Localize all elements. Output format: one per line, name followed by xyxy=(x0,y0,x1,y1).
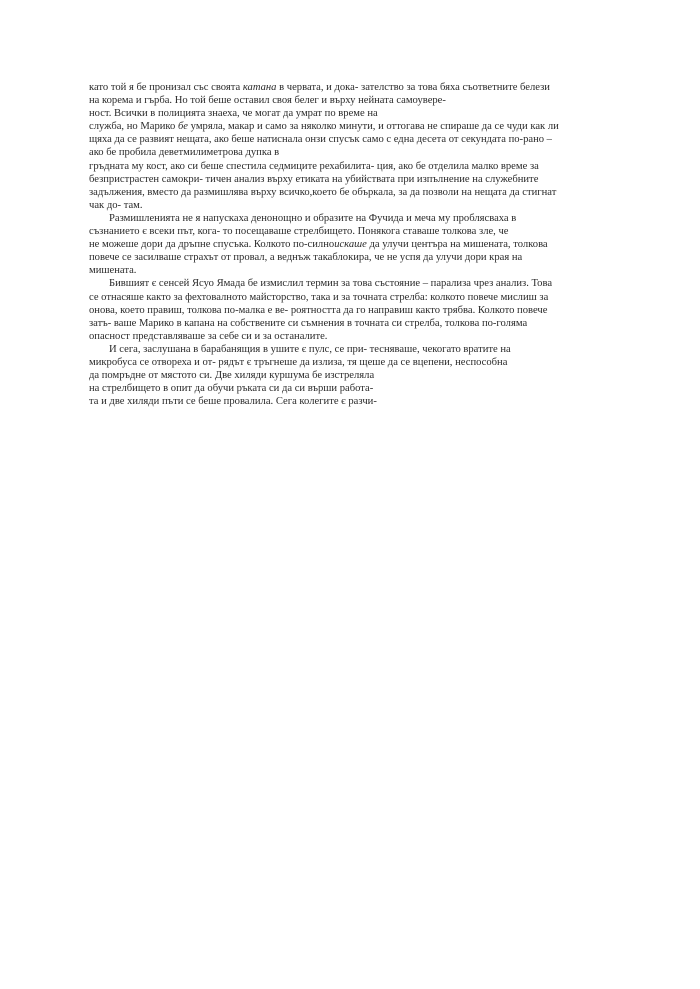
italic-text-segment: бе xyxy=(177,121,189,133)
text-line xyxy=(89,81,629,94)
text-segment: задължения, вместо да размишлява върху всичко,което бе объркала, за да позволи на нещата да стигнат xyxy=(89,186,557,198)
text-line xyxy=(89,238,629,251)
text-line xyxy=(89,160,629,173)
text-segment: ност. Всички в полицията знаеха, че могат да умрат по време на xyxy=(89,108,378,120)
text-line xyxy=(89,317,629,330)
text-segment: гръдната му кост, ако си беше спестила седмиците рехабилита- ция, ако бе отделила малко време за xyxy=(89,160,539,172)
italic-text-segment: искаше xyxy=(334,239,367,251)
text-line xyxy=(89,395,629,408)
text-segment: мишената. xyxy=(89,265,137,277)
text-line xyxy=(89,356,629,369)
text-line xyxy=(89,382,629,395)
text-segment: ако бе пробила деветмилиметрова дупка в xyxy=(89,147,280,159)
text-segment: да помръдне от мястото си. Две хиляди куршума бе изстреляла xyxy=(89,370,375,382)
text-segment: не можеше дори да дръпне спусъка. Колкото по-силно xyxy=(89,239,335,251)
text-segment: съзнанието є всеки път, кога- то посещаваше стрелбището. Понякога ставаше толкова зле, че xyxy=(89,226,509,238)
text-segment: И сега, заслушана в барабанящия в ушите є пулс, се при- тесняваше, чекогато вратите на xyxy=(109,343,511,355)
text-segment: щяха да се развият нещата, ако беше натиснала онзи спусък само с една десета от секундата по-рано – xyxy=(89,134,552,146)
text-line xyxy=(89,212,629,225)
text-segment: безпристрастен самокри- тичен анализ върху етиката на убийствата при изпълнение на служебните xyxy=(89,173,539,185)
text-segment: чак до- там. xyxy=(89,199,143,211)
text-segment: на корема и гърба. Но той беше оставил своя белег и върху нейната самоувере- xyxy=(89,95,446,107)
text-segment: в червата, и дока- зателство за това бяха съответните белези xyxy=(276,82,550,93)
text-line xyxy=(89,199,629,212)
text-line xyxy=(89,369,629,382)
text-line xyxy=(89,343,629,356)
text-segment: микробуса се отвореха и от- рядът є тръгнеше да излиза, тя щеше да се вцепени, неспособна xyxy=(89,356,508,368)
text-segment: като той я бе пронизал със своята xyxy=(89,82,243,93)
text-segment: онова, което правиш, толкова по-малка е ве- роятността да го направиш както трябва. Колкото повече xyxy=(89,304,548,316)
text-segment: се отнасяше както за фехтовалното майсторство, така и за точната стрелба: колкото повече мислиш за xyxy=(89,291,549,303)
text-line xyxy=(89,120,629,133)
text-line xyxy=(89,146,629,159)
text-segment: на стрелбището в опит да обучи ръката си да си върши работа- xyxy=(89,383,374,395)
text-segment: служба, но Марико xyxy=(89,121,178,133)
text-line xyxy=(89,291,629,304)
text-line xyxy=(89,107,629,120)
text-segment: повече се засилваше страхът от провал, а веднъж такаблокира, че не успя да улучи дори края на xyxy=(89,252,523,264)
text-segment: та и две хиляди пъти се беше провалила. Сега колегите є разчи- xyxy=(89,396,377,408)
text-line xyxy=(89,94,629,107)
text-segment: умряла, макар и само за няколко минути, и оттогава не спираше да се чуди как ли xyxy=(188,121,559,133)
text-segment: затъ- ваше Марико в капана на собствените си съмнения в точната си стрелба, толкова по-голяма xyxy=(89,317,528,329)
text-line xyxy=(89,277,629,290)
document-body-text xyxy=(89,81,629,408)
text-line xyxy=(89,251,629,264)
italic-text-segment: катана xyxy=(242,82,277,93)
text-segment: Бившият є сенсей Ясуо Ямада бе измислил термин за това състояние – парализа чрез анализ. Това xyxy=(109,278,553,290)
text-line xyxy=(89,264,629,277)
text-line xyxy=(89,173,629,186)
text-line xyxy=(89,330,629,343)
text-line xyxy=(89,304,629,317)
text-line xyxy=(89,186,629,199)
text-segment: Размишленията не я напускаха денонощно и образите на Фучида и меча му проблясваха в xyxy=(109,212,517,224)
text-line xyxy=(89,133,629,146)
text-line xyxy=(89,225,629,238)
text-segment: опасност представляваше за себе си и за останалите. xyxy=(89,330,328,342)
text-segment: да улучи центъра на мишената, толкова xyxy=(366,239,548,251)
